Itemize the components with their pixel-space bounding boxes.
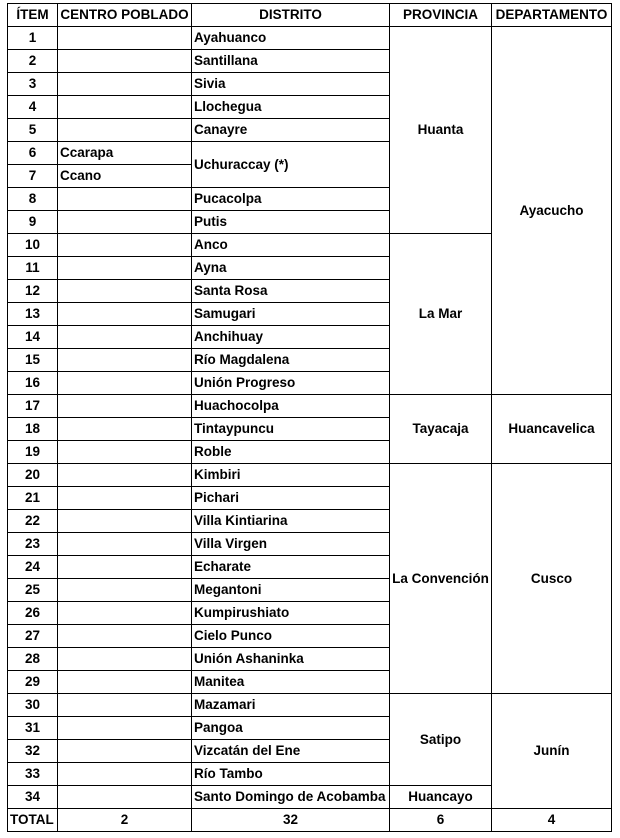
distrito-cell: Pucacolpa: [192, 188, 390, 211]
centro-cell: [58, 119, 192, 142]
departamento-cell: Ayacucho: [492, 27, 612, 395]
item-cell: 9: [8, 211, 58, 234]
provincia-cell: La Convención: [390, 464, 492, 694]
centro-cell: [58, 648, 192, 671]
item-cell: 11: [8, 257, 58, 280]
centro-cell: [58, 326, 192, 349]
item-cell: 14: [8, 326, 58, 349]
distrito-cell: Putis: [192, 211, 390, 234]
item-cell: 25: [8, 579, 58, 602]
provincia-cell: Tayacaja: [390, 395, 492, 464]
distrito-cell: Anchihuay: [192, 326, 390, 349]
centro-cell: [58, 73, 192, 96]
centro-cell: [58, 510, 192, 533]
distrito-cell: Huachocolpa: [192, 395, 390, 418]
centro-cell: [58, 786, 192, 809]
item-cell: 3: [8, 73, 58, 96]
distrito-cell: Santa Rosa: [192, 280, 390, 303]
distrito-cell: Río Magdalena: [192, 349, 390, 372]
item-cell: 12: [8, 280, 58, 303]
centro-cell: [58, 671, 192, 694]
header-distrito: DISTRITO: [192, 4, 390, 27]
item-cell: 2: [8, 50, 58, 73]
distrito-cell: Tintaypuncu: [192, 418, 390, 441]
provincia-cell: Satipo: [390, 694, 492, 786]
item-cell: 27: [8, 625, 58, 648]
table-row: [8, 694, 612, 717]
centro-cell: [58, 441, 192, 464]
centro-cell: [58, 464, 192, 487]
distrito-cell: Uchuraccay (*): [192, 142, 390, 188]
distrito-cell: Unión Progreso: [192, 372, 390, 395]
centro-cell: [58, 625, 192, 648]
centro-cell: [58, 487, 192, 510]
item-cell: 22: [8, 510, 58, 533]
total-row: [8, 809, 612, 832]
item-cell: 8: [8, 188, 58, 211]
centro-cell: [58, 96, 192, 119]
item-cell: 10: [8, 234, 58, 257]
centro-cell: [58, 395, 192, 418]
distrito-cell: Vizcatán del Ene: [192, 740, 390, 763]
item-cell: 23: [8, 533, 58, 556]
item-cell: 28: [8, 648, 58, 671]
departamento-cell: Junín: [492, 694, 612, 809]
centro-cell: [58, 740, 192, 763]
distrito-cell: Roble: [192, 441, 390, 464]
centro-cell: [58, 211, 192, 234]
centro-cell: [58, 533, 192, 556]
item-cell: 30: [8, 694, 58, 717]
header-centro-poblado: CENTRO POBLADO: [58, 4, 192, 27]
distrito-cell: Ayna: [192, 257, 390, 280]
centro-cell: [58, 27, 192, 50]
centro-cell: Ccarapa: [58, 142, 192, 165]
centro-cell: [58, 717, 192, 740]
provincia-cell: Huanta: [390, 27, 492, 234]
departamento-cell: Huancavelica: [492, 395, 612, 464]
table-row: [8, 395, 612, 418]
item-cell: 31: [8, 717, 58, 740]
distrito-cell: Mazamari: [192, 694, 390, 717]
total-centro-poblado: 2: [58, 809, 192, 832]
centro-cell: [58, 349, 192, 372]
centro-cell: Ccano: [58, 165, 192, 188]
item-cell: 20: [8, 464, 58, 487]
total-label: TOTAL: [8, 809, 58, 832]
centro-cell: [58, 418, 192, 441]
item-cell: 15: [8, 349, 58, 372]
distrito-cell: Manitea: [192, 671, 390, 694]
distrito-cell: Unión Ashaninka: [192, 648, 390, 671]
departamento-cell: Cusco: [492, 464, 612, 694]
centro-cell: [58, 694, 192, 717]
item-cell: 26: [8, 602, 58, 625]
item-cell: 6: [8, 142, 58, 165]
total-departamento: 4: [492, 809, 612, 832]
distrito-cell: Canayre: [192, 119, 390, 142]
item-cell: 17: [8, 395, 58, 418]
centro-cell: [58, 50, 192, 73]
total-provincia: 6: [390, 809, 492, 832]
item-cell: 1: [8, 27, 58, 50]
centro-cell: [58, 303, 192, 326]
centro-cell: [58, 763, 192, 786]
distrito-cell: Pichari: [192, 487, 390, 510]
centro-cell: [58, 579, 192, 602]
item-cell: 19: [8, 441, 58, 464]
table-row: [8, 464, 612, 487]
provincia-cell: Huancayo: [390, 786, 492, 809]
distrito-cell: Anco: [192, 234, 390, 257]
item-cell: 13: [8, 303, 58, 326]
table-row: [8, 27, 612, 50]
item-cell: 24: [8, 556, 58, 579]
centro-cell: [58, 372, 192, 395]
distrito-cell: Santo Domingo de Acobamba: [192, 786, 390, 809]
distrito-cell: Megantoni: [192, 579, 390, 602]
distrito-cell: Cielo Punco: [192, 625, 390, 648]
distrito-cell: Río Tambo: [192, 763, 390, 786]
item-cell: 4: [8, 96, 58, 119]
distrito-cell: Llochegua: [192, 96, 390, 119]
distrito-cell: Villa Kintiarina: [192, 510, 390, 533]
distrito-cell: Santillana: [192, 50, 390, 73]
header-provincia: PROVINCIA: [390, 4, 492, 27]
item-cell: 34: [8, 786, 58, 809]
centro-cell: [58, 234, 192, 257]
centro-cell: [58, 257, 192, 280]
item-cell: 5: [8, 119, 58, 142]
item-cell: 18: [8, 418, 58, 441]
distrito-cell: Ayahuanco: [192, 27, 390, 50]
districts-table: [7, 3, 612, 832]
distrito-cell: Pangoa: [192, 717, 390, 740]
provincia-cell: La Mar: [390, 234, 492, 395]
centro-cell: [58, 188, 192, 211]
distrito-cell: Sivia: [192, 73, 390, 96]
item-cell: 16: [8, 372, 58, 395]
distrito-cell: Villa Virgen: [192, 533, 390, 556]
item-cell: 21: [8, 487, 58, 510]
item-cell: 33: [8, 763, 58, 786]
header-row: [8, 4, 612, 27]
item-cell: 32: [8, 740, 58, 763]
distrito-cell: Kumpirushiato: [192, 602, 390, 625]
distrito-cell: Kimbiri: [192, 464, 390, 487]
distrito-cell: Samugari: [192, 303, 390, 326]
header-item: ÍTEM: [8, 4, 58, 27]
centro-cell: [58, 556, 192, 579]
item-cell: 29: [8, 671, 58, 694]
centro-cell: [58, 280, 192, 303]
centro-cell: [58, 602, 192, 625]
header-departamento: DEPARTAMENTO: [492, 4, 612, 27]
distrito-cell: Echarate: [192, 556, 390, 579]
item-cell: 7: [8, 165, 58, 188]
total-distrito: 32: [192, 809, 390, 832]
